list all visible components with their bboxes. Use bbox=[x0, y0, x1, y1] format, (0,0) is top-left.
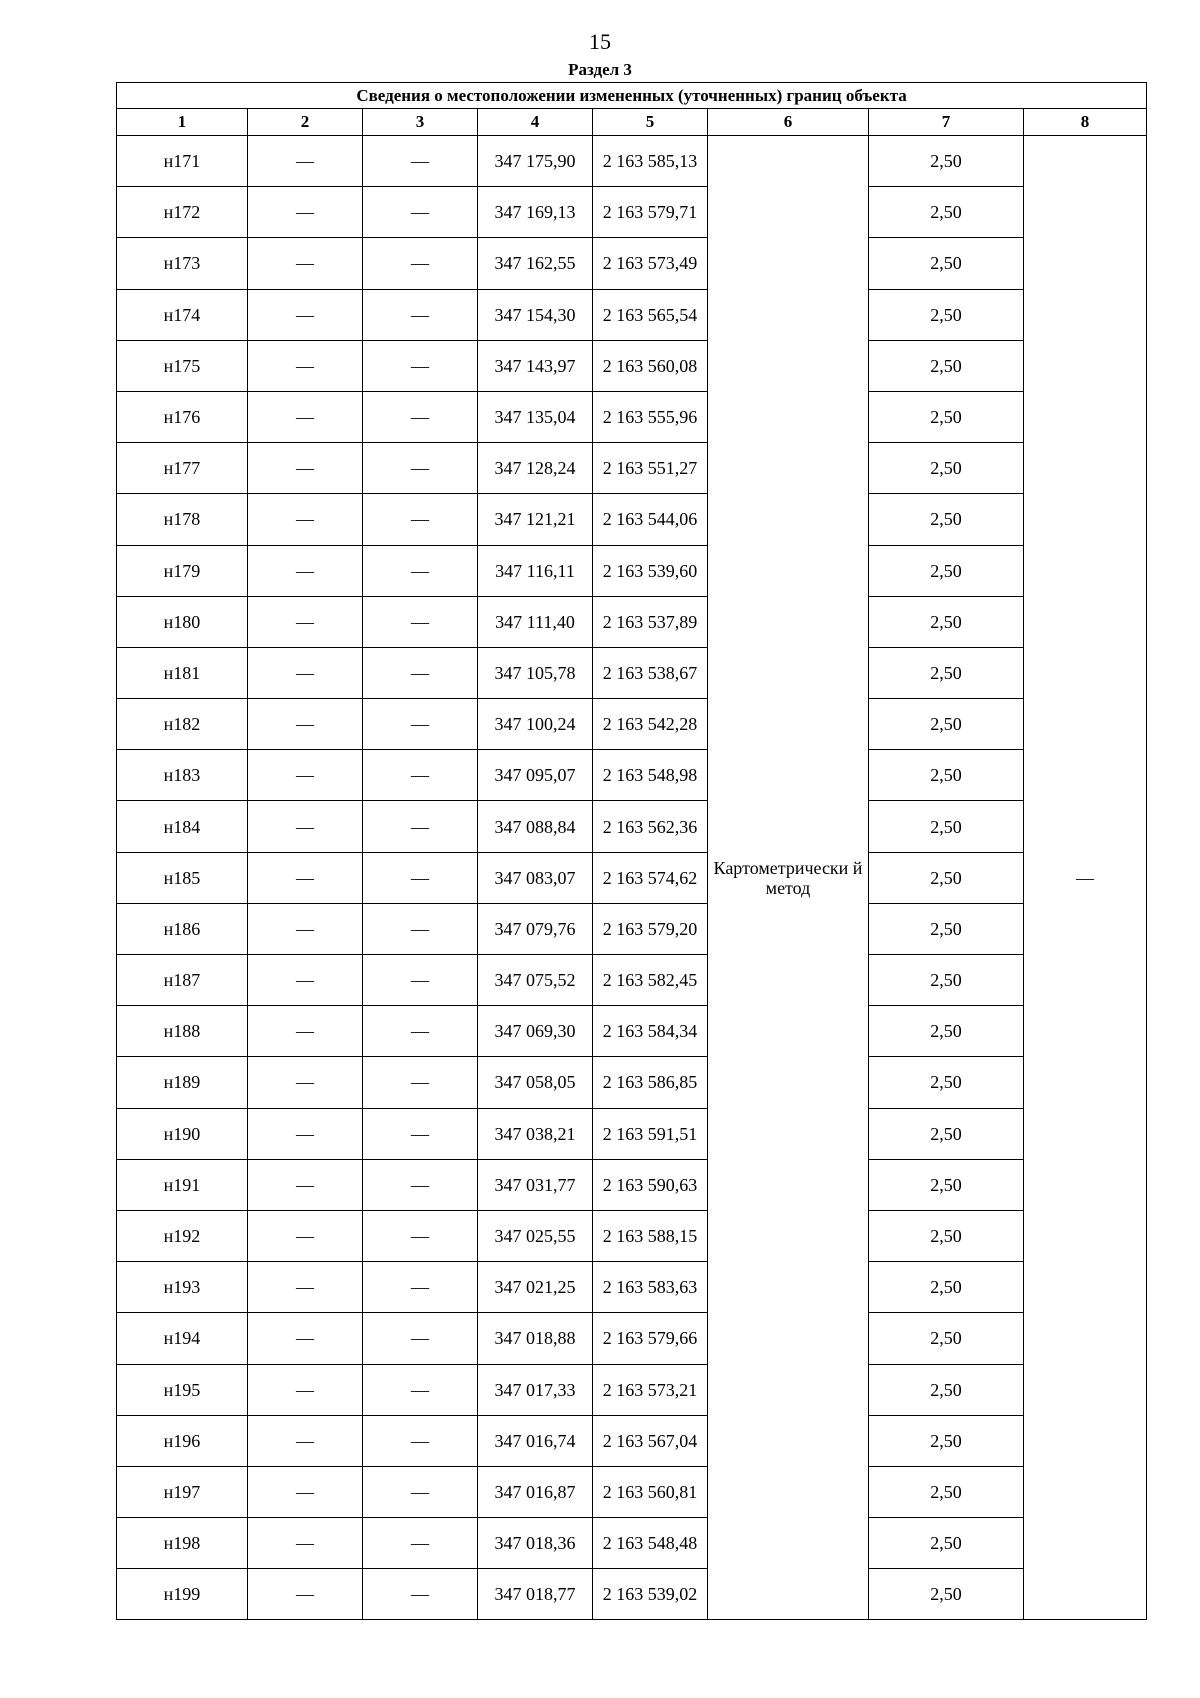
accuracy-cell: 2,50 bbox=[869, 699, 1024, 750]
point-id-cell: н193 bbox=[117, 1262, 248, 1313]
y-coordinate-cell: 2 163 586,85 bbox=[593, 1057, 708, 1108]
y-coordinate-cell: 2 163 567,04 bbox=[593, 1415, 708, 1466]
x-coordinate-cell: 347 105,78 bbox=[478, 647, 593, 698]
column-2-cell: — bbox=[248, 545, 363, 596]
x-coordinate-cell: 347 083,07 bbox=[478, 852, 593, 903]
x-coordinate-cell: 347 058,05 bbox=[478, 1057, 593, 1108]
column-3-cell: — bbox=[363, 1569, 478, 1620]
accuracy-cell: 2,50 bbox=[869, 852, 1024, 903]
table-caption-row bbox=[117, 83, 1147, 109]
table-row bbox=[117, 443, 1147, 494]
x-coordinate-cell: 347 116,11 bbox=[478, 545, 593, 596]
x-coordinate-cell: 347 025,55 bbox=[478, 1210, 593, 1261]
y-coordinate-cell: 2 163 539,02 bbox=[593, 1569, 708, 1620]
column-2-cell: — bbox=[248, 1262, 363, 1313]
accuracy-cell: 2,50 bbox=[869, 340, 1024, 391]
y-coordinate-cell: 2 163 538,67 bbox=[593, 647, 708, 698]
column-2-cell: — bbox=[248, 1569, 363, 1620]
x-coordinate-cell: 347 154,30 bbox=[478, 289, 593, 340]
table-row bbox=[117, 1313, 1147, 1364]
y-coordinate-cell: 2 163 551,27 bbox=[593, 443, 708, 494]
y-coordinate-cell: 2 163 584,34 bbox=[593, 1006, 708, 1057]
y-coordinate-cell: 2 163 562,36 bbox=[593, 801, 708, 852]
y-coordinate-cell: 2 163 579,20 bbox=[593, 903, 708, 954]
accuracy-cell: 2,50 bbox=[869, 750, 1024, 801]
point-id-cell: н191 bbox=[117, 1159, 248, 1210]
column-2-cell: — bbox=[248, 801, 363, 852]
y-coordinate-cell: 2 163 539,60 bbox=[593, 545, 708, 596]
point-id-cell: н182 bbox=[117, 699, 248, 750]
x-coordinate-cell: 347 095,07 bbox=[478, 750, 593, 801]
column-3-cell: — bbox=[363, 1518, 478, 1569]
table-row bbox=[117, 1262, 1147, 1313]
column-2-cell: — bbox=[248, 903, 363, 954]
column-2-cell: — bbox=[248, 699, 363, 750]
boundary-coordinates-table bbox=[116, 82, 1147, 1620]
accuracy-cell: 2,50 bbox=[869, 1569, 1024, 1620]
column-3-cell: — bbox=[363, 1313, 478, 1364]
point-id-cell: н188 bbox=[117, 1006, 248, 1057]
point-id-cell: н186 bbox=[117, 903, 248, 954]
column-2-cell: — bbox=[248, 391, 363, 442]
column-3-cell: — bbox=[363, 187, 478, 238]
point-id-cell: н177 bbox=[117, 443, 248, 494]
table-row bbox=[117, 955, 1147, 1006]
accuracy-cell: 2,50 bbox=[869, 1262, 1024, 1313]
y-coordinate-cell: 2 163 591,51 bbox=[593, 1108, 708, 1159]
point-id-cell: н173 bbox=[117, 238, 248, 289]
column-2-cell: — bbox=[248, 750, 363, 801]
accuracy-cell: 2,50 bbox=[869, 187, 1024, 238]
x-coordinate-cell: 347 079,76 bbox=[478, 903, 593, 954]
table-row bbox=[117, 1415, 1147, 1466]
x-coordinate-cell: 347 135,04 bbox=[478, 391, 593, 442]
table-row bbox=[117, 750, 1147, 801]
column-number-row bbox=[117, 109, 1147, 136]
table-row bbox=[117, 1210, 1147, 1261]
column-2-cell: — bbox=[248, 1057, 363, 1108]
y-coordinate-cell: 2 163 582,45 bbox=[593, 955, 708, 1006]
y-coordinate-cell: 2 163 588,15 bbox=[593, 1210, 708, 1261]
table-row bbox=[117, 1364, 1147, 1415]
column-3-cell: — bbox=[363, 903, 478, 954]
column-3-cell: — bbox=[363, 238, 478, 289]
point-id-cell: н199 bbox=[117, 1569, 248, 1620]
column-number: 5 bbox=[593, 109, 708, 136]
column-number: 7 bbox=[869, 109, 1024, 136]
x-coordinate-cell: 347 100,24 bbox=[478, 699, 593, 750]
y-coordinate-cell: 2 163 579,71 bbox=[593, 187, 708, 238]
accuracy-cell: 2,50 bbox=[869, 443, 1024, 494]
column-2-cell: — bbox=[248, 340, 363, 391]
column-2-cell: — bbox=[248, 1006, 363, 1057]
table-row bbox=[117, 801, 1147, 852]
point-id-cell: н171 bbox=[117, 136, 248, 187]
column-3-cell: — bbox=[363, 852, 478, 903]
table-row bbox=[117, 1159, 1147, 1210]
accuracy-cell: 2,50 bbox=[869, 1159, 1024, 1210]
table-row bbox=[117, 545, 1147, 596]
x-coordinate-cell: 347 038,21 bbox=[478, 1108, 593, 1159]
accuracy-cell: 2,50 bbox=[869, 494, 1024, 545]
accuracy-cell: 2,50 bbox=[869, 1108, 1024, 1159]
accuracy-cell: 2,50 bbox=[869, 1006, 1024, 1057]
point-id-cell: н172 bbox=[117, 187, 248, 238]
accuracy-cell: 2,50 bbox=[869, 1415, 1024, 1466]
y-coordinate-cell: 2 163 542,28 bbox=[593, 699, 708, 750]
column-2-cell: — bbox=[248, 1159, 363, 1210]
x-coordinate-cell: 347 016,74 bbox=[478, 1415, 593, 1466]
column-3-cell: — bbox=[363, 750, 478, 801]
column-3-cell: — bbox=[363, 1262, 478, 1313]
table-row bbox=[117, 596, 1147, 647]
x-coordinate-cell: 347 018,88 bbox=[478, 1313, 593, 1364]
point-id-cell: н195 bbox=[117, 1364, 248, 1415]
table-row bbox=[117, 187, 1147, 238]
column-2-cell: — bbox=[248, 596, 363, 647]
table-caption: Сведения о местоположении измененных (уточненных) границ объекта bbox=[117, 83, 1147, 109]
table-row bbox=[117, 647, 1147, 698]
accuracy-cell: 2,50 bbox=[869, 238, 1024, 289]
table-row bbox=[117, 1057, 1147, 1108]
y-coordinate-cell: 2 163 555,96 bbox=[593, 391, 708, 442]
point-id-cell: н189 bbox=[117, 1057, 248, 1108]
column-2-cell: — bbox=[248, 852, 363, 903]
accuracy-cell: 2,50 bbox=[869, 391, 1024, 442]
accuracy-cell: 2,50 bbox=[869, 1364, 1024, 1415]
accuracy-cell: 2,50 bbox=[869, 1518, 1024, 1569]
y-coordinate-cell: 2 163 560,81 bbox=[593, 1466, 708, 1517]
column-3-cell: — bbox=[363, 1210, 478, 1261]
x-coordinate-cell: 347 031,77 bbox=[478, 1159, 593, 1210]
x-coordinate-cell: 347 169,13 bbox=[478, 187, 593, 238]
table-row bbox=[117, 1518, 1147, 1569]
table-row bbox=[117, 289, 1147, 340]
column-2-cell: — bbox=[248, 1466, 363, 1517]
accuracy-cell: 2,50 bbox=[869, 647, 1024, 698]
x-coordinate-cell: 347 018,77 bbox=[478, 1569, 593, 1620]
column-3-cell: — bbox=[363, 955, 478, 1006]
y-coordinate-cell: 2 163 574,62 bbox=[593, 852, 708, 903]
x-coordinate-cell: 347 075,52 bbox=[478, 955, 593, 1006]
point-id-cell: н194 bbox=[117, 1313, 248, 1364]
table-row bbox=[117, 1006, 1147, 1057]
column-3-cell: — bbox=[363, 647, 478, 698]
point-id-cell: н176 bbox=[117, 391, 248, 442]
accuracy-cell: 2,50 bbox=[869, 545, 1024, 596]
accuracy-cell: 2,50 bbox=[869, 136, 1024, 187]
column-number: 1 bbox=[117, 109, 248, 136]
y-coordinate-cell: 2 163 585,13 bbox=[593, 136, 708, 187]
table-row bbox=[117, 1108, 1147, 1159]
column-3-cell: — bbox=[363, 443, 478, 494]
point-id-cell: н175 bbox=[117, 340, 248, 391]
column-2-cell: — bbox=[248, 955, 363, 1006]
column-2-cell: — bbox=[248, 289, 363, 340]
column-3-cell: — bbox=[363, 1364, 478, 1415]
table-row bbox=[117, 1466, 1147, 1517]
column-3-cell: — bbox=[363, 1057, 478, 1108]
y-coordinate-cell: 2 163 573,21 bbox=[593, 1364, 708, 1415]
y-coordinate-cell: 2 163 560,08 bbox=[593, 340, 708, 391]
x-coordinate-cell: 347 175,90 bbox=[478, 136, 593, 187]
y-coordinate-cell: 2 163 548,98 bbox=[593, 750, 708, 801]
column-3-cell: — bbox=[363, 1006, 478, 1057]
x-coordinate-cell: 347 069,30 bbox=[478, 1006, 593, 1057]
column-number: 2 bbox=[248, 109, 363, 136]
column-2-cell: — bbox=[248, 494, 363, 545]
table-body bbox=[117, 136, 1147, 1620]
column-2-cell: — bbox=[248, 136, 363, 187]
table-row bbox=[117, 238, 1147, 289]
x-coordinate-cell: 347 016,87 bbox=[478, 1466, 593, 1517]
point-id-cell: н190 bbox=[117, 1108, 248, 1159]
column-3-cell: — bbox=[363, 1108, 478, 1159]
column-2-cell: — bbox=[248, 1364, 363, 1415]
table-row bbox=[117, 136, 1147, 187]
column-3-cell: — bbox=[363, 1466, 478, 1517]
column-2-cell: — bbox=[248, 1313, 363, 1364]
column-3-cell: — bbox=[363, 801, 478, 852]
accuracy-cell: 2,50 bbox=[869, 955, 1024, 1006]
column-3-cell: — bbox=[363, 289, 478, 340]
table-row bbox=[117, 852, 1147, 903]
accuracy-cell: 2,50 bbox=[869, 289, 1024, 340]
accuracy-cell: 2,50 bbox=[869, 903, 1024, 954]
column-number: 6 bbox=[708, 109, 869, 136]
column-3-cell: — bbox=[363, 1159, 478, 1210]
point-id-cell: н187 bbox=[117, 955, 248, 1006]
column-number: 3 bbox=[363, 109, 478, 136]
column-8-cell: — bbox=[1024, 136, 1147, 1620]
x-coordinate-cell: 347 111,40 bbox=[478, 596, 593, 647]
point-id-cell: н196 bbox=[117, 1415, 248, 1466]
accuracy-cell: 2,50 bbox=[869, 596, 1024, 647]
point-id-cell: н185 bbox=[117, 852, 248, 903]
column-2-cell: — bbox=[248, 443, 363, 494]
point-id-cell: н183 bbox=[117, 750, 248, 801]
y-coordinate-cell: 2 163 583,63 bbox=[593, 1262, 708, 1313]
column-3-cell: — bbox=[363, 340, 478, 391]
column-3-cell: — bbox=[363, 699, 478, 750]
x-coordinate-cell: 347 018,36 bbox=[478, 1518, 593, 1569]
page-number: 15 bbox=[589, 29, 611, 54]
point-id-cell: н179 bbox=[117, 545, 248, 596]
table-row bbox=[117, 1569, 1147, 1620]
column-2-cell: — bbox=[248, 1108, 363, 1159]
y-coordinate-cell: 2 163 590,63 bbox=[593, 1159, 708, 1210]
x-coordinate-cell: 347 121,21 bbox=[478, 494, 593, 545]
column-3-cell: — bbox=[363, 1415, 478, 1466]
accuracy-cell: 2,50 bbox=[869, 801, 1024, 852]
column-3-cell: — bbox=[363, 391, 478, 442]
column-3-cell: — bbox=[363, 545, 478, 596]
x-coordinate-cell: 347 128,24 bbox=[478, 443, 593, 494]
y-coordinate-cell: 2 163 565,54 bbox=[593, 289, 708, 340]
column-2-cell: — bbox=[248, 647, 363, 698]
x-coordinate-cell: 347 143,97 bbox=[478, 340, 593, 391]
point-id-cell: н174 bbox=[117, 289, 248, 340]
table-row bbox=[117, 494, 1147, 545]
point-id-cell: н198 bbox=[117, 1518, 248, 1569]
column-2-cell: — bbox=[248, 1210, 363, 1261]
accuracy-cell: 2,50 bbox=[869, 1313, 1024, 1364]
y-coordinate-cell: 2 163 579,66 bbox=[593, 1313, 708, 1364]
column-2-cell: — bbox=[248, 1518, 363, 1569]
column-number: 8 bbox=[1024, 109, 1147, 136]
point-id-cell: н178 bbox=[117, 494, 248, 545]
column-number: 4 bbox=[478, 109, 593, 136]
accuracy-cell: 2,50 bbox=[869, 1210, 1024, 1261]
method-cell: Картометрически й метод bbox=[708, 136, 869, 1620]
table-row bbox=[117, 340, 1147, 391]
column-3-cell: — bbox=[363, 136, 478, 187]
table-row bbox=[117, 903, 1147, 954]
accuracy-cell: 2,50 bbox=[869, 1466, 1024, 1517]
column-2-cell: — bbox=[248, 187, 363, 238]
y-coordinate-cell: 2 163 573,49 bbox=[593, 238, 708, 289]
y-coordinate-cell: 2 163 537,89 bbox=[593, 596, 708, 647]
y-coordinate-cell: 2 163 544,06 bbox=[593, 494, 708, 545]
point-id-cell: н197 bbox=[117, 1466, 248, 1517]
column-2-cell: — bbox=[248, 238, 363, 289]
x-coordinate-cell: 347 088,84 bbox=[478, 801, 593, 852]
x-coordinate-cell: 347 017,33 bbox=[478, 1364, 593, 1415]
point-id-cell: н192 bbox=[117, 1210, 248, 1261]
column-2-cell: — bbox=[248, 1415, 363, 1466]
point-id-cell: н184 bbox=[117, 801, 248, 852]
point-id-cell: н181 bbox=[117, 647, 248, 698]
table-row bbox=[117, 391, 1147, 442]
x-coordinate-cell: 347 021,25 bbox=[478, 1262, 593, 1313]
section-title: Раздел 3 bbox=[568, 60, 632, 79]
column-3-cell: — bbox=[363, 494, 478, 545]
y-coordinate-cell: 2 163 548,48 bbox=[593, 1518, 708, 1569]
accuracy-cell: 2,50 bbox=[869, 1057, 1024, 1108]
x-coordinate-cell: 347 162,55 bbox=[478, 238, 593, 289]
point-id-cell: н180 bbox=[117, 596, 248, 647]
table-row bbox=[117, 699, 1147, 750]
column-3-cell: — bbox=[363, 596, 478, 647]
